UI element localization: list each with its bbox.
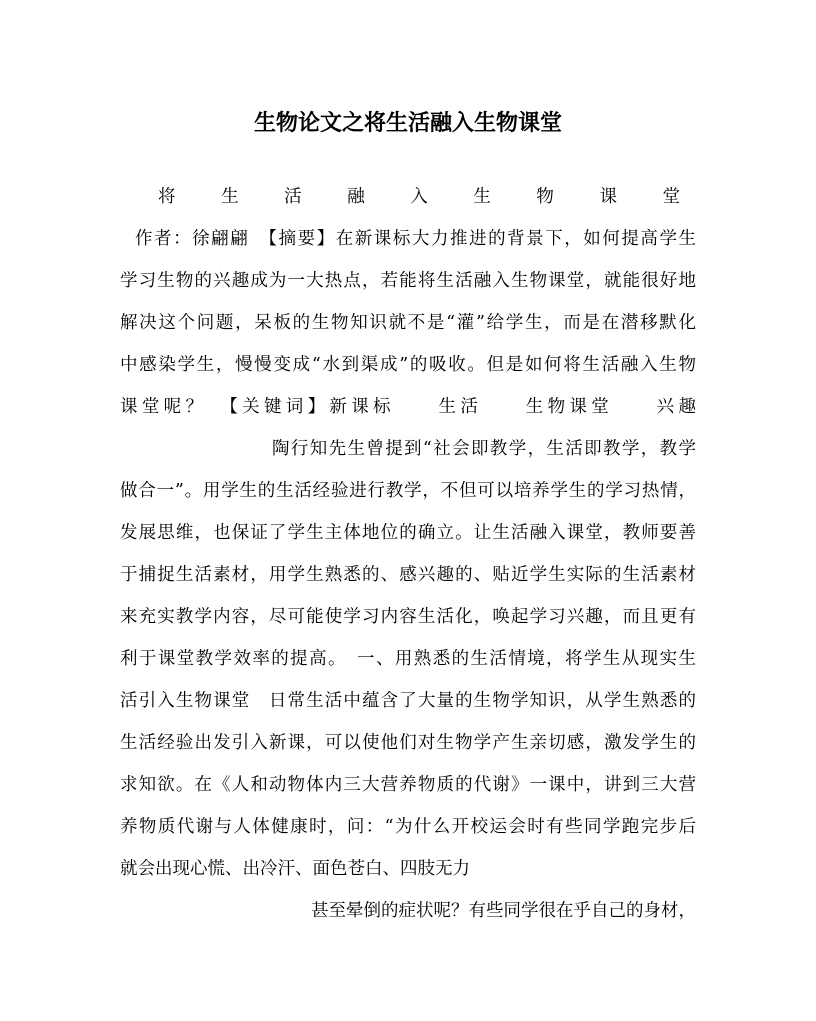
- paragraph-line: 作者：徐翩翩 【摘要】在新课标大力推进的背景下，如何提高学生: [135, 229, 696, 249]
- paragraph-line: 就会出现心慌、出冷汗、面色苍白、四肢无力: [120, 859, 470, 879]
- paragraph-line: 生活经验出发引入新课，可以使他们对生物学产生亲切感，激发学生的: [120, 733, 696, 753]
- paragraph-line: 学习生物的兴趣成为一大热点，若能将生活融入生物课堂，就能很好地: [120, 271, 696, 291]
- paragraph-line: 活引入生物课堂 日常生活中蕴含了大量的生物学知识，从学生熟悉的: [120, 691, 696, 711]
- paragraph-line: 中感染学生，慢慢变成“水到渠成”的吸收。但是如何将生活融入生物: [120, 355, 696, 375]
- paragraph-line: 发展思维，也保证了学生主体地位的确立。让生活融入课堂，教师要善: [120, 523, 696, 543]
- subtitle: 将 生 活 融 入 生 物 课 堂: [158, 187, 701, 207]
- paragraph-line: 陶行知先生曾提到“社会即教学，生活即教学，教学: [272, 439, 696, 459]
- paragraph-line: 做合一”。用学生的生活经验进行教学，不但可以培养学生的学习热情，: [120, 481, 696, 501]
- paragraph-line: 来充实教学内容，尽可能使学习内容生活化，唤起学习兴趣，而且更有: [120, 607, 696, 627]
- paragraph-line: 课堂呢？ 【关键词】新课标 生活 生物课堂 兴趣: [120, 397, 696, 417]
- paragraph-line: 求知欲。在《人和动物体内三大营养物质的代谢》一课中，讲到三大营: [120, 775, 696, 795]
- paragraph-line: 于捕捉生活素材，用学生熟悉的、感兴趣的、贴近学生实际的生活素材: [120, 565, 696, 585]
- paragraph-line: 解决这个问题，呆板的生物知识就不是“灌”给学生，而是在潜移默化: [120, 313, 696, 333]
- paragraph-line: 甚至晕倒的症状呢？有些同学很在乎自己的身材，: [311, 901, 696, 921]
- paragraph-line: 养物质代谢与人体健康时，问：“为什么开校运会时有些同学跑完步后: [120, 817, 696, 837]
- paragraph-line: 利于课堂教学效率的提高。 一、用熟悉的生活情境，将学生从现实生: [120, 649, 696, 669]
- document-title: 生物论文之将生活融入生物课堂: [253, 110, 562, 136]
